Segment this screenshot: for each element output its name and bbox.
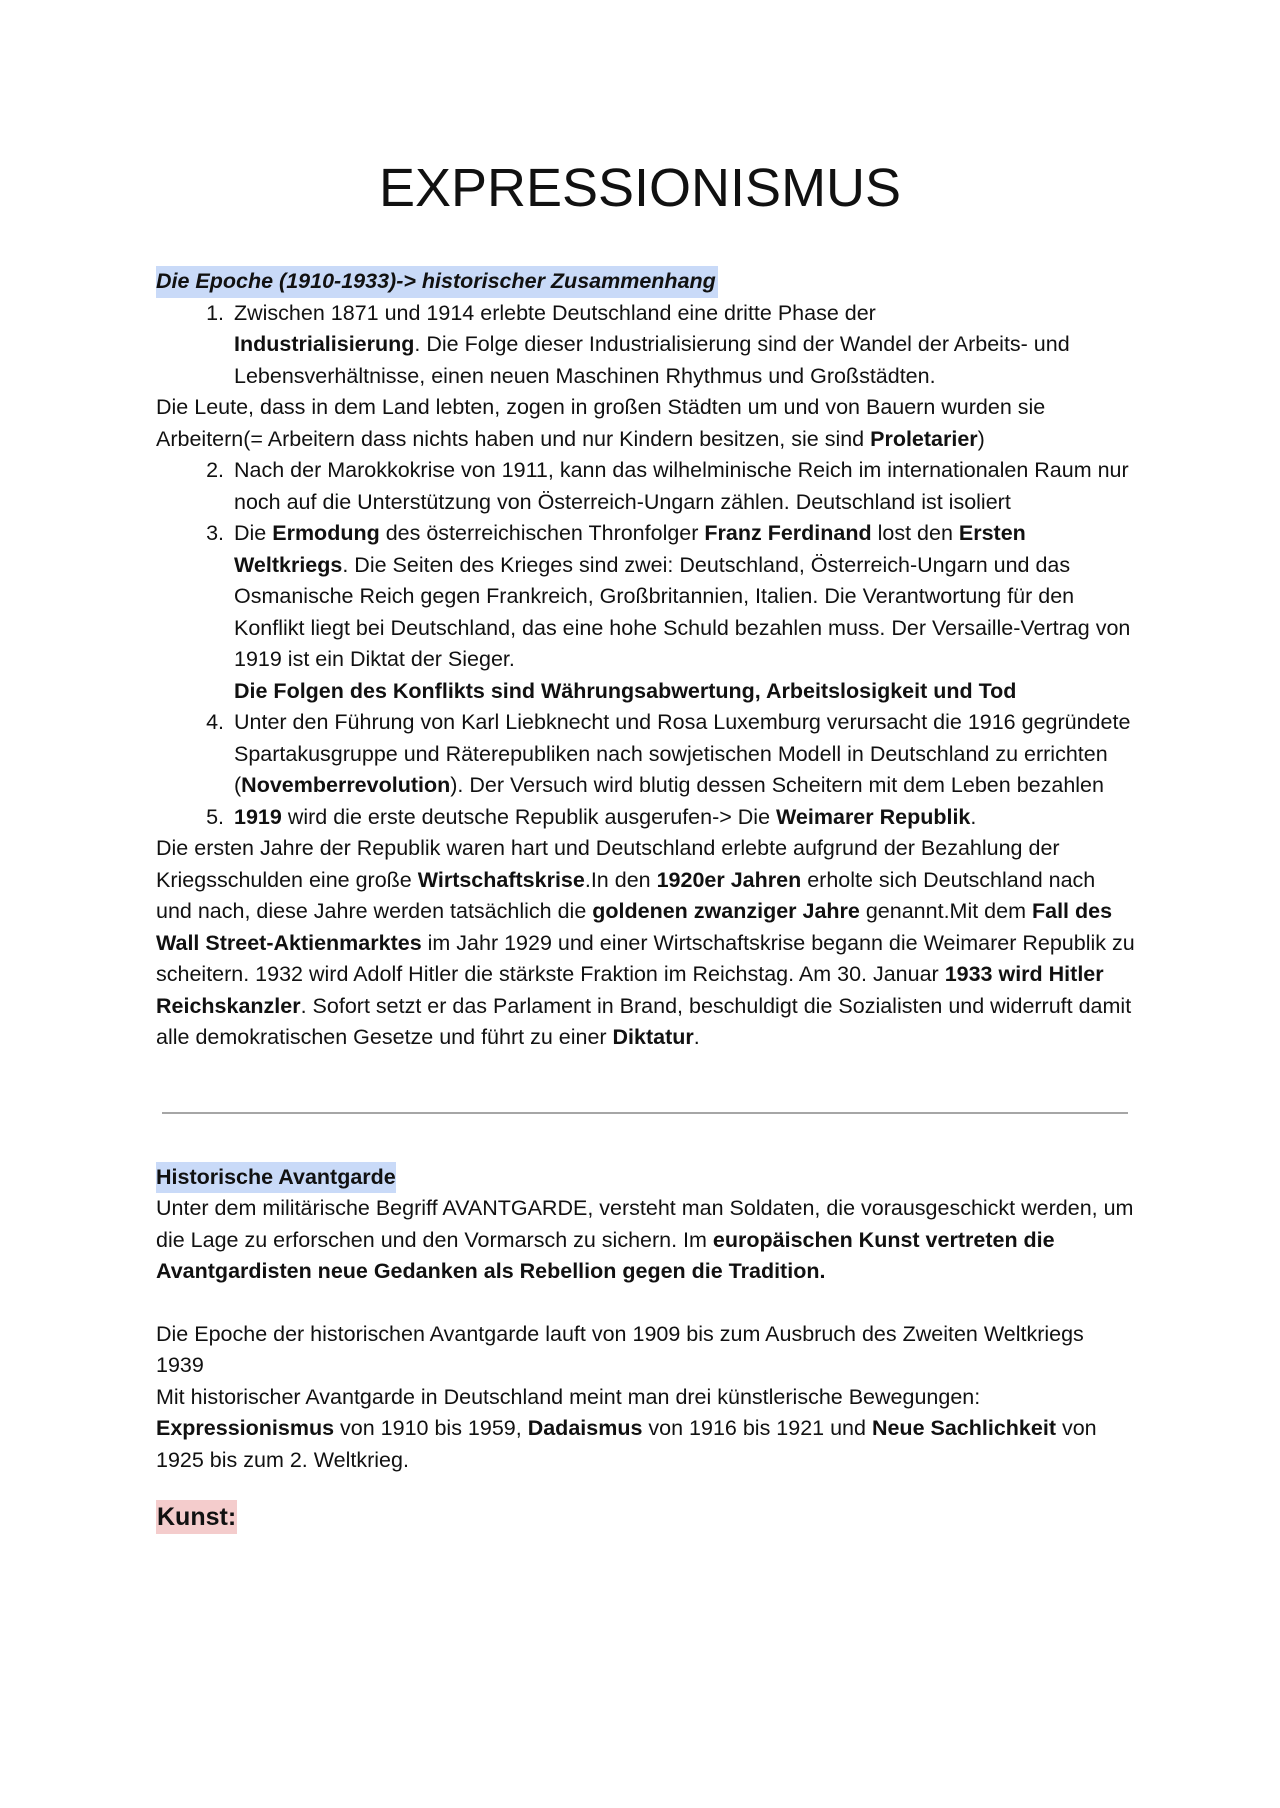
paragraph-text: Unter dem militärische Begriff AVANTGARDE, versteht man Soldaten, die vorausgeschickt werden, um die Lage zu erforschen und den Vormarsch zu sichern. Im	[156, 1196, 1134, 1252]
spacer	[156, 1288, 1136, 1319]
epoche-list-continued	[156, 455, 1136, 833]
document-body	[156, 266, 1136, 1535]
bold-statement: europäischen Kunst vertreten die Avantgardisten neue Gedanken als Rebellion gegen die Tradition.	[156, 1227, 1055, 1283]
bold-term: Ermodung	[272, 521, 380, 545]
bold-term: Dadaismus	[527, 1416, 643, 1440]
list-number: 3.	[206, 521, 224, 545]
list-text: Die	[234, 521, 273, 545]
paragraph-avantgarde-definition	[156, 1193, 1136, 1288]
bold-term: Neue Sachlichkeit	[871, 1416, 1056, 1440]
section-heading-avantgarde: Historische Avantgarde	[156, 1162, 396, 1194]
paragraph-text: erholte sich Deutschland nach und nach, diese Jahre werden tatsächlich die	[156, 867, 1096, 923]
list-text: .	[970, 804, 977, 829]
bold-term: Fall des Wall Street-Aktienmarktes	[156, 899, 1113, 955]
list-text: Unter den Führung von Karl Liebknecht und Rosa Luxemburg verursacht die 1916 gegründete Spartakusgruppe und Räterepubliken nach sowjetischen Modell in Deutschland zu errichten (	[234, 710, 1131, 797]
paragraph-text: von 1925 bis zum 2. Weltkrieg.	[156, 1416, 1097, 1472]
paragraph-text: . Sofort setzt er das Parlament in Brand, beschuldigt die Sozialisten und widerruft damit alle demokratischen Gesetze und führt zu einer	[156, 993, 1132, 1049]
bold-term: 1920er Jahren	[656, 867, 802, 892]
list-number: 2.	[206, 458, 224, 482]
list-text: ). Der Versuch wird blutig dessen Scheitern mit dem Leben bezahlen	[450, 773, 1104, 797]
paragraph-text: von 1910 bis 1959,	[334, 1416, 528, 1440]
paragraph-avantgarde-bewegungen	[156, 1382, 1136, 1477]
bold-term: Expressionismus	[156, 1416, 335, 1440]
bold-statement: Die Folgen des Konflikts sind Währungsabwertung, Arbeitslosigkeit und Tod	[234, 678, 1017, 703]
section-heading-epoche: Die Epoche (1910-1933)-> historischer Zusammenhang	[156, 266, 718, 298]
bold-term: Industrialisierung	[234, 332, 415, 356]
paragraph-text: Die ersten Jahre der Republik waren hart und Deutschland erlebte aufgrund der Bezahlung der Kriegsschulden eine große	[156, 836, 1060, 892]
paragraph-text: genannt.Mit dem	[859, 899, 1032, 923]
list-item-3	[156, 518, 1136, 707]
list-item-4	[156, 707, 1136, 802]
bold-term: Ersten Weltkriegs	[234, 521, 1026, 577]
document-title: EXPRESSIONISMUS	[378, 158, 902, 218]
list-text: Zwischen 1871 und 1914 erlebte Deutschland eine dritte Phase der	[234, 300, 876, 325]
bold-term: 1919	[234, 804, 282, 829]
list-text: lost den	[871, 521, 959, 545]
bold-term: 1933 wird Hitler Reichskanzler	[156, 962, 1104, 1018]
bold-term: Proletarier	[870, 426, 978, 451]
list-text: . Die Folge dieser Industrialisierung sind der Wandel der Arbeits- und Lebensverhältnisse, einen neuen Maschinen Rhythmus und Großstädten.	[234, 332, 1070, 388]
bold-term: Novemberrevolution	[241, 773, 451, 797]
bold-term: Diktatur	[612, 1025, 694, 1049]
list-text: des österreichischen Thronfolger	[379, 521, 705, 545]
paragraph-avantgarde-epoche: Die Epoche der historischen Avantgarde lauft von 1909 bis zum Ausbruch des Zweiten Weltkriegs 1939	[156, 1321, 1084, 1377]
paragraph-text: Die Leute, dass in dem Land lebten, zogen in großen Städten um und von Bauern wurden sie Arbeitern(= Arbeitern dass nichts haben und nur Kindern besitzen, sie sind	[156, 395, 1046, 451]
bold-term: Franz Ferdinand	[704, 521, 872, 545]
list-item-2	[156, 455, 1136, 518]
paragraph-text: .In den	[584, 867, 657, 892]
list-item-1	[156, 298, 1136, 393]
section-epoche	[156, 266, 1136, 1054]
paragraph-text: von 1916 bis 1921 und	[642, 1416, 872, 1440]
paragraph-text: im Jahr 1929 und einer Wirtschaftskrise begann die Weimarer Republik zu scheitern. 1932 wird Adolf Hitler die stärkste Fraktion im Reichstag. Am 30. Januar	[156, 930, 1135, 986]
paragraph-republik	[156, 833, 1136, 1054]
bold-term: Weimarer Republik	[776, 804, 971, 829]
list-item-5	[156, 802, 1136, 834]
paragraph-text: .	[693, 1025, 700, 1049]
epoche-list	[156, 298, 1136, 393]
section-heading-kunst: Kunst:	[156, 1500, 237, 1534]
spacer	[156, 1114, 1136, 1162]
list-text: wird die erste deutsche Republik ausgerufen-> Die	[281, 804, 777, 829]
list-number: 1.	[206, 300, 224, 325]
paragraph-text: )	[977, 426, 985, 451]
paragraph-leute	[156, 392, 1136, 455]
list-text: Nach der Marokkokrise von 1911, kann das wilhelminische Reich im internationalen Raum nur noch auf die Unterstützung von Österreich-Ungarn zählen. Deutschland ist isoliert	[234, 458, 1129, 514]
section-kunst	[156, 1476, 1136, 1535]
list-number: 4.	[206, 710, 224, 734]
paragraph-text: Mit historischer Avantgarde in Deutschland meint man drei künstlerische Bewegungen:	[156, 1384, 981, 1409]
bold-term: Wirtschaftskrise	[417, 867, 585, 892]
section-avantgarde	[156, 1162, 1136, 1477]
bold-term: goldenen zwanziger Jahre	[592, 899, 860, 923]
list-text: . Die Seiten des Krieges sind zwei: Deutschland, Österreich-Ungarn und das Osmanische Reich gegen Frankreich, Großbritannien, Italien. Die Verantwortung für den Konflikt liegt bei Deutschland, das eine hohe Schuld bezahlen muss. Der Versaille-Vertrag von 1919 ist ein Diktat der Sieger.	[234, 552, 1131, 671]
list-number: 5.	[206, 804, 224, 829]
